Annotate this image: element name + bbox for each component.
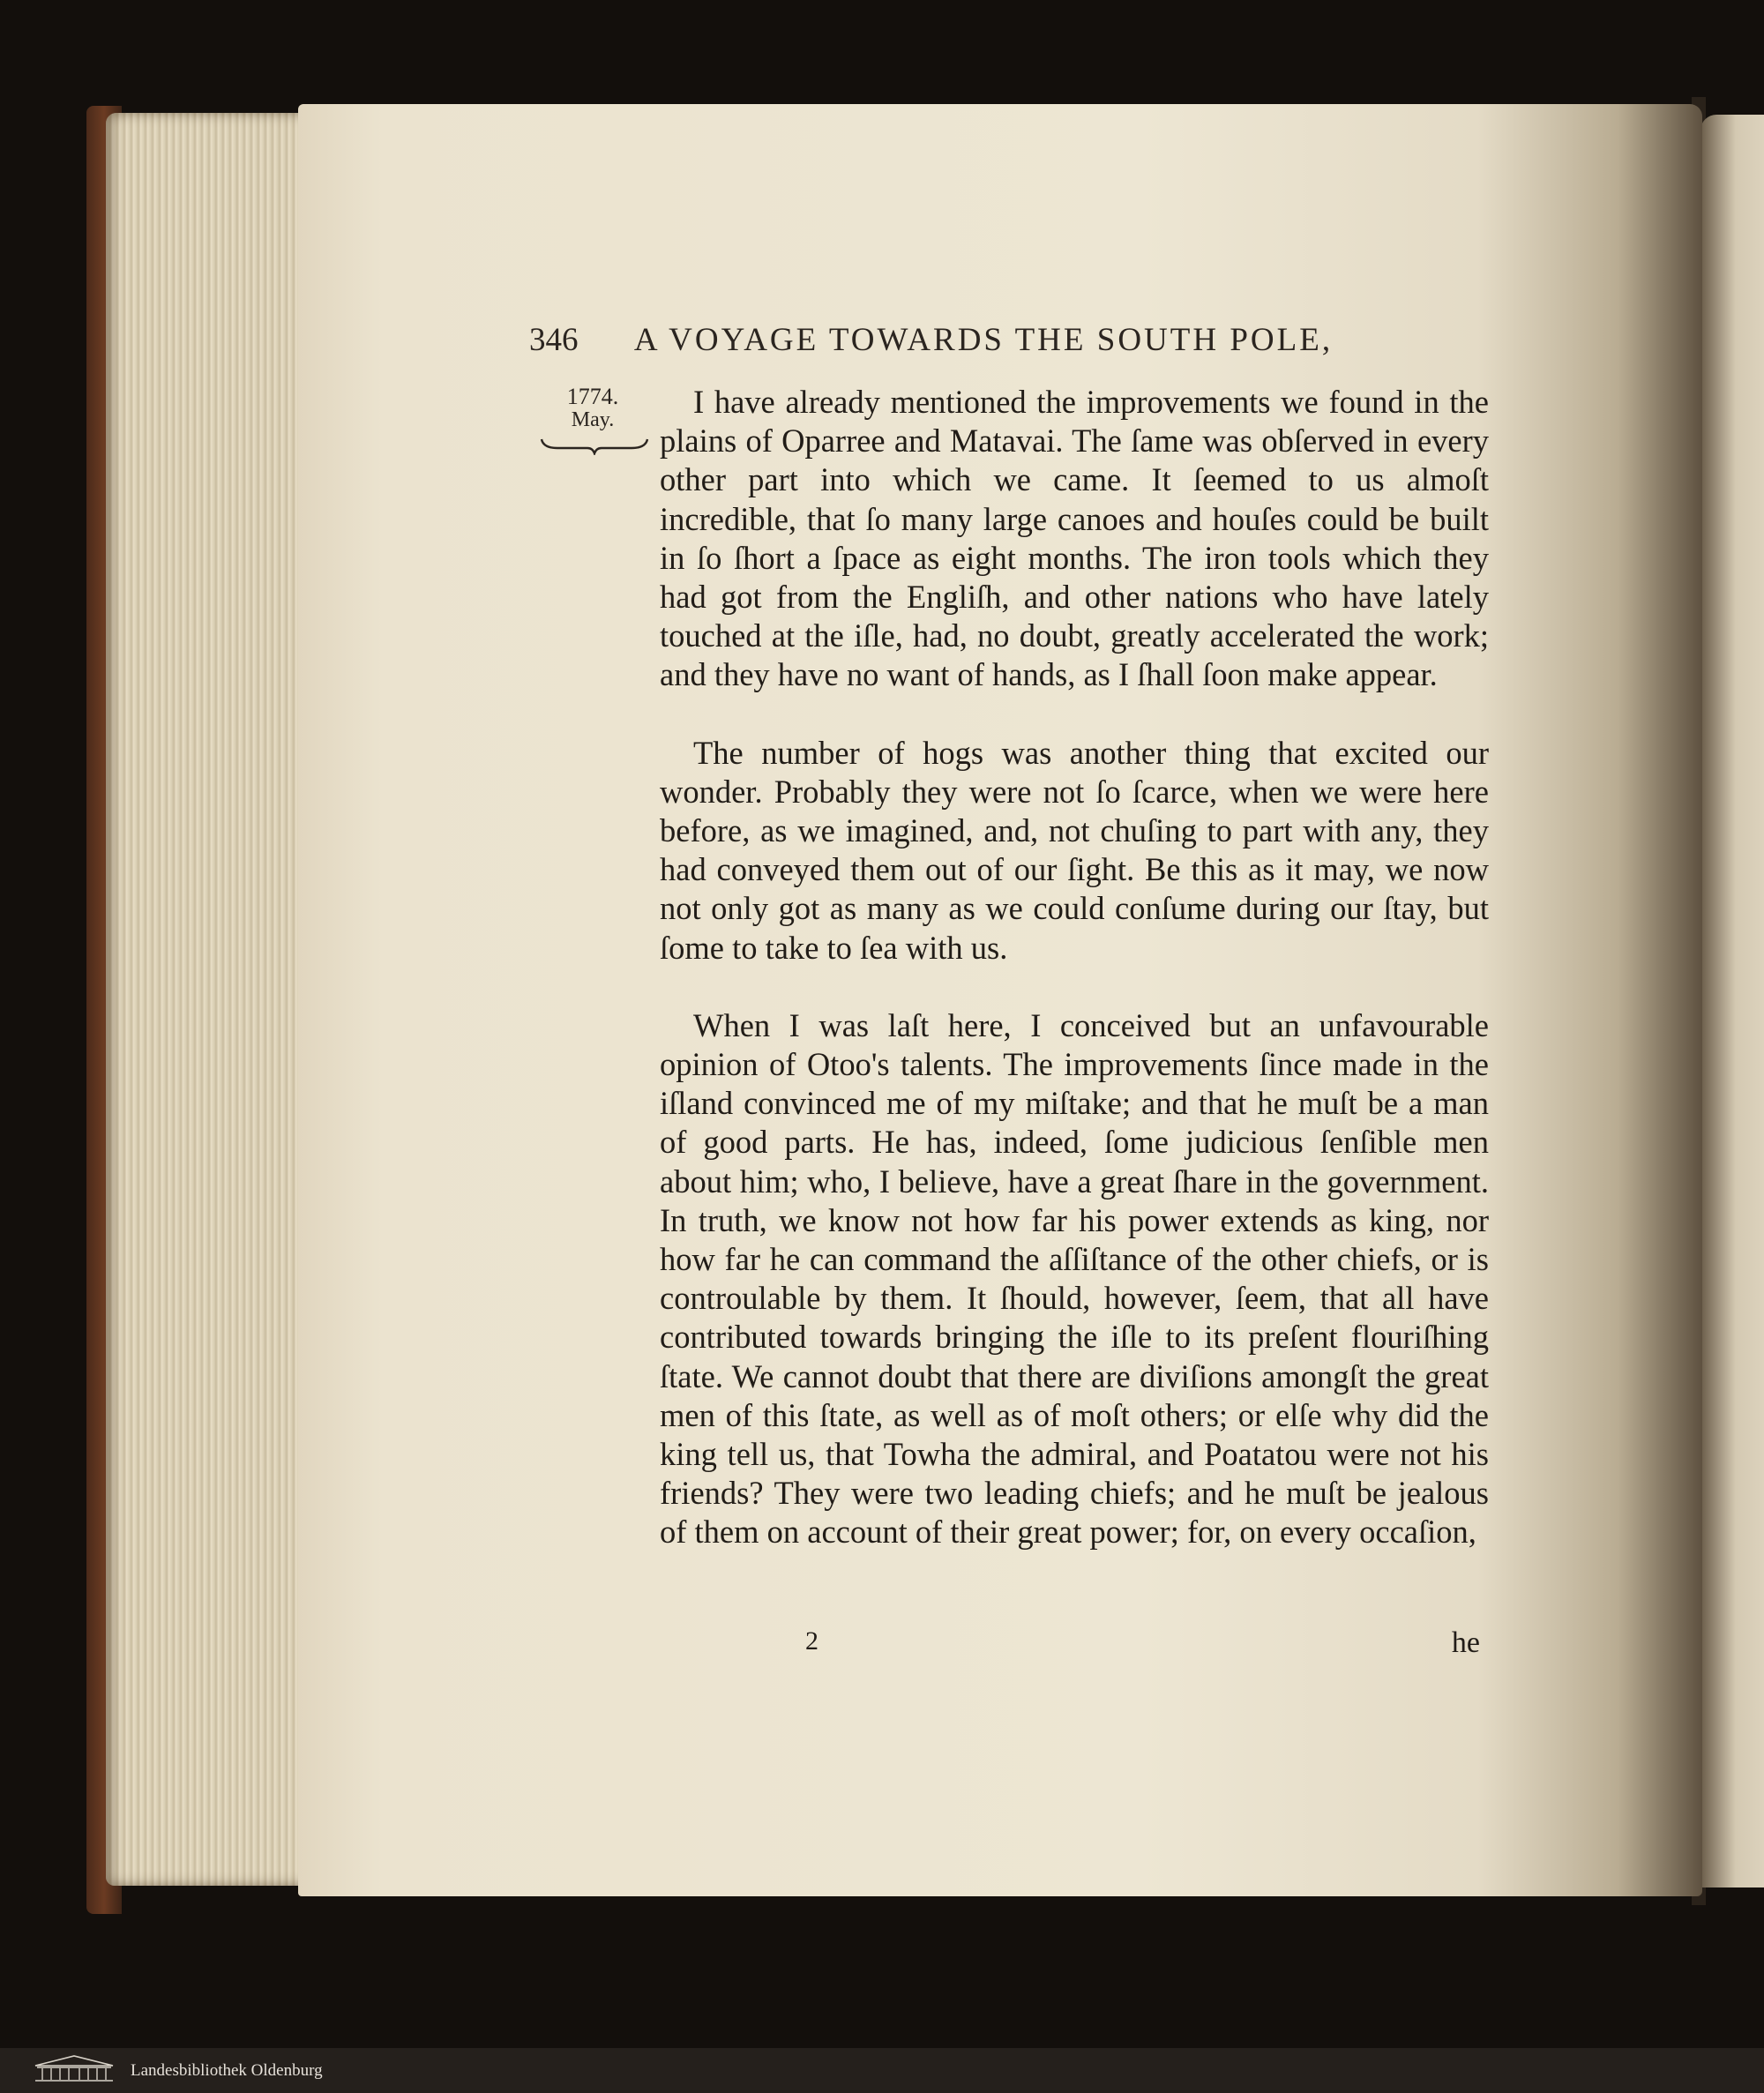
page-footer: [660, 1626, 1489, 1671]
margin-date: [540, 385, 646, 430]
brace-icon: [540, 436, 649, 455]
library-name: Landesbibliothek Oldenburg: [131, 2060, 323, 2080]
signature-mark: 2: [805, 1626, 818, 1656]
paragraph: I have already mentioned the improvements we found in the plains of Oparree and Matavai. The ſame was obſerved in every other part into which we came. It ſeemed to us almoſt incredible, that ſo many large canoes and houſes could be built in ſo ſhort a ſpace as eight months. The iron tools which they had got from the Engliſh, and other nations who have lately touched at the iſle, had, no doubt, greatly accelerated the work; and they have no want of hands, as I ſhall ſoon make appear.: [660, 384, 1489, 693]
margin-month: May.: [571, 408, 615, 431]
library-building-icon: [32, 2053, 116, 2088]
page-number: 346: [529, 322, 579, 358]
body-text: [660, 383, 1489, 1552]
page-edges: [106, 113, 307, 1886]
paragraph: When I was laſt here, I conceived but an unfavourable opinion of Otoo's talents. The improvements ſince made in the iſland convinced me of my miſtake; and that he muſt be a man of good parts. He has, indeed, ſome judicious ſenſible men about him; who, I believe, have a great ſhare in the government. In truth, we know not how far his power extends as king, nor how far he can command the aſſiſtance of the other chiefs, or is controulable by them. It ſhould, however, ſeem, that all have contributed towards bringing the iſle to its preſent flouriſhing ſtate. We cannot doubt that there are diviſions amongſt the great men of this ſtate, as well as of moſt others; or elſe why did the king tell us, that Towha the admiral, and Poatatou were not his friends? They were two leading chiefs; and he muſt be jealous of them on account of their great power; for, on every occaſion,: [660, 1006, 1489, 1551]
running-head: A VOYAGE TOWARDS THE SOUTH POLE,: [633, 322, 1334, 358]
library-footer-bar: [0, 2048, 1764, 2093]
margin-year: 1774.: [566, 384, 619, 409]
paragraph: The number of hogs was another thing that excited our wonder. Probably they were not ſo ſcarce, when we were here before, as we imagined, and, not chuſing to part with any, they had conveyed them out of our ſight. Be this as it may, we now not only got as many as we could conſume during our ſtay, but ſome to take to ſea with us.: [660, 734, 1489, 966]
catchword: he: [1451, 1626, 1480, 1659]
facing-page-edge: [1700, 115, 1764, 1887]
